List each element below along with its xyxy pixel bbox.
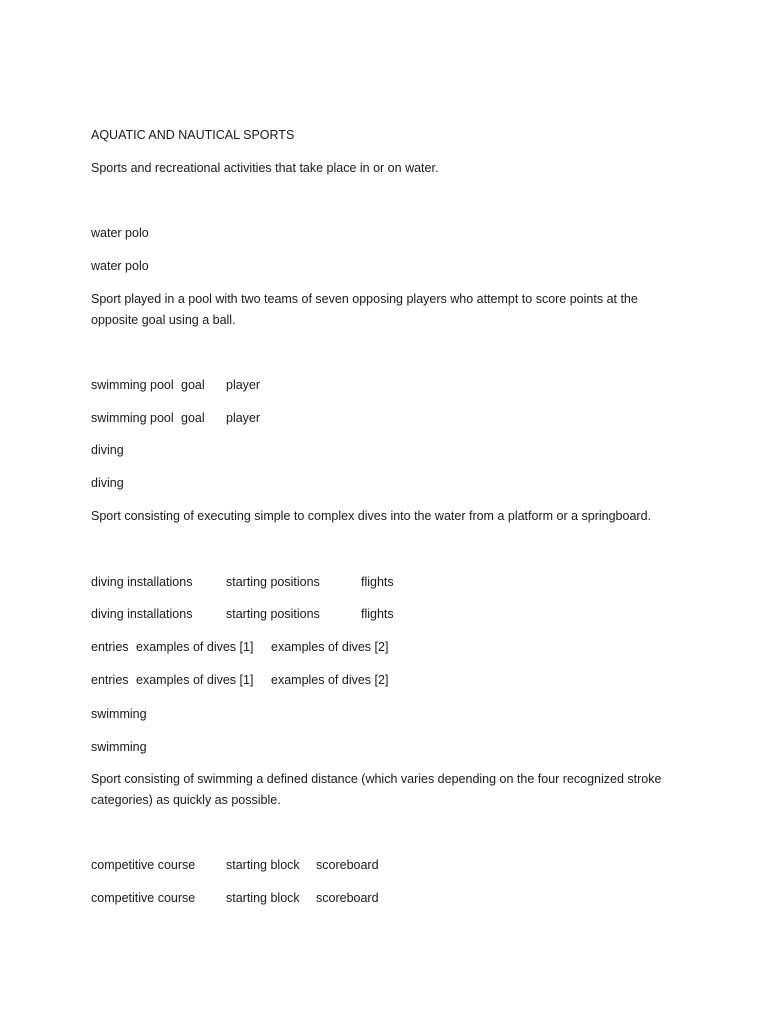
term-goal: goal xyxy=(181,411,205,425)
term-swimming-pool: swimming pool xyxy=(91,411,174,425)
term-examples-of-dives-2: examples of dives [2] xyxy=(271,640,389,654)
term-examples-of-dives-1: examples of dives [1] xyxy=(136,640,254,654)
term-starting-block: starting block xyxy=(226,858,300,872)
term-flights: flights xyxy=(361,575,394,589)
term-examples-of-dives-1: examples of dives [1] xyxy=(136,673,254,687)
section-title-diving-repeat: diving xyxy=(91,476,124,490)
section-title-swimming-repeat: swimming xyxy=(91,740,147,754)
section-title-water-polo-repeat: water polo xyxy=(91,259,149,273)
document-heading: AQUATIC AND NAUTICAL SPORTS xyxy=(91,128,295,142)
section-title-diving: diving xyxy=(91,443,124,457)
term-examples-of-dives-2: examples of dives [2] xyxy=(271,673,389,687)
section-title-swimming: swimming xyxy=(91,707,147,721)
term-starting-block: starting block xyxy=(226,891,300,905)
term-goal: goal xyxy=(181,378,205,392)
term-starting-positions: starting positions xyxy=(226,607,320,621)
term-diving-installations: diving installations xyxy=(91,575,193,589)
term-flights: flights xyxy=(361,607,394,621)
intro-text: Sports and recreational activities that take place in or on water. xyxy=(91,161,439,175)
term-diving-installations: diving installations xyxy=(91,607,193,621)
swimming-description: Sport consisting of swimming a defined distance (which varies depending on the four recognized stroke categories) as quickly as possible. xyxy=(91,772,662,807)
water-polo-description: Sport played in a pool with two teams of seven opposing players who attempt to score points at the opposite goal using a ball. xyxy=(91,292,638,327)
term-scoreboard: scoreboard xyxy=(316,858,379,872)
term-scoreboard: scoreboard xyxy=(316,891,379,905)
term-player: player xyxy=(226,378,261,392)
diving-description: Sport consisting of executing simple to complex dives into the water from a platform or a springboard. xyxy=(91,509,651,523)
term-player: player xyxy=(226,411,261,425)
term-swimming-pool: swimming pool xyxy=(91,378,174,392)
term-entries: entries xyxy=(91,640,129,654)
term-competitive-course: competitive course xyxy=(91,858,196,872)
term-entries: entries xyxy=(91,673,129,687)
section-title-water-polo: water polo xyxy=(91,226,149,240)
term-competitive-course: competitive course xyxy=(91,891,196,905)
term-starting-positions: starting positions xyxy=(226,575,320,589)
